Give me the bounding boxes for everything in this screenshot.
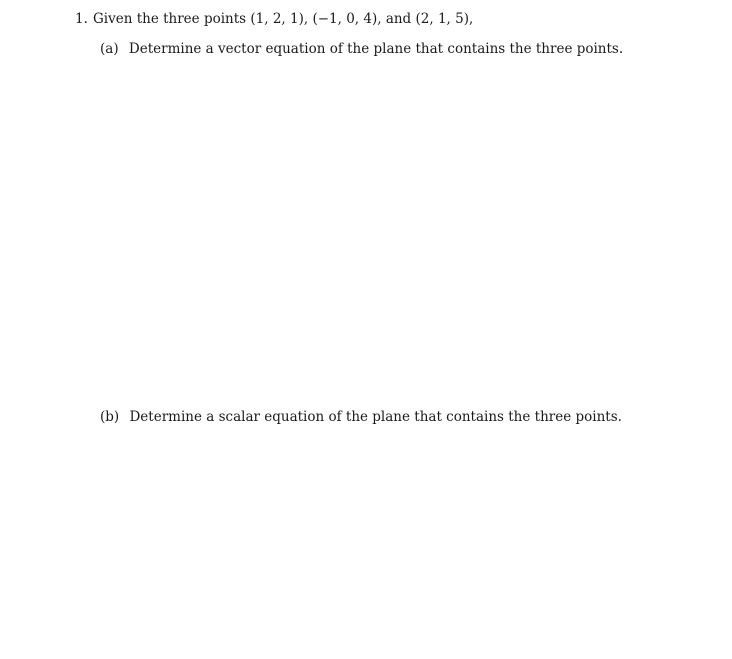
part-a-answer-space bbox=[100, 64, 660, 394]
question-stem-prefix: Given the three points bbox=[93, 11, 247, 27]
part-b bbox=[100, 408, 622, 426]
part-b-text: Determine a scalar equation of the plane that contains the three points. bbox=[129, 409, 622, 425]
part-a bbox=[100, 40, 623, 58]
point-3: (2, 1, 5) bbox=[415, 11, 469, 27]
separator-1: , bbox=[303, 11, 309, 27]
question-stem bbox=[93, 10, 473, 28]
point-2: (−1, 0, 4) bbox=[312, 11, 378, 27]
point-1: (1, 2, 1) bbox=[250, 11, 304, 27]
separator-2: , and bbox=[377, 11, 412, 27]
part-a-label: (a) bbox=[100, 41, 119, 57]
part-a-text: Determine a vector equation of the plane that contains the three points. bbox=[128, 41, 624, 57]
question-number: 1. bbox=[75, 11, 88, 27]
part-b-answer-space bbox=[100, 432, 660, 642]
part-b-label: (b) bbox=[100, 409, 120, 425]
question-stem-suffix: , bbox=[468, 11, 474, 27]
